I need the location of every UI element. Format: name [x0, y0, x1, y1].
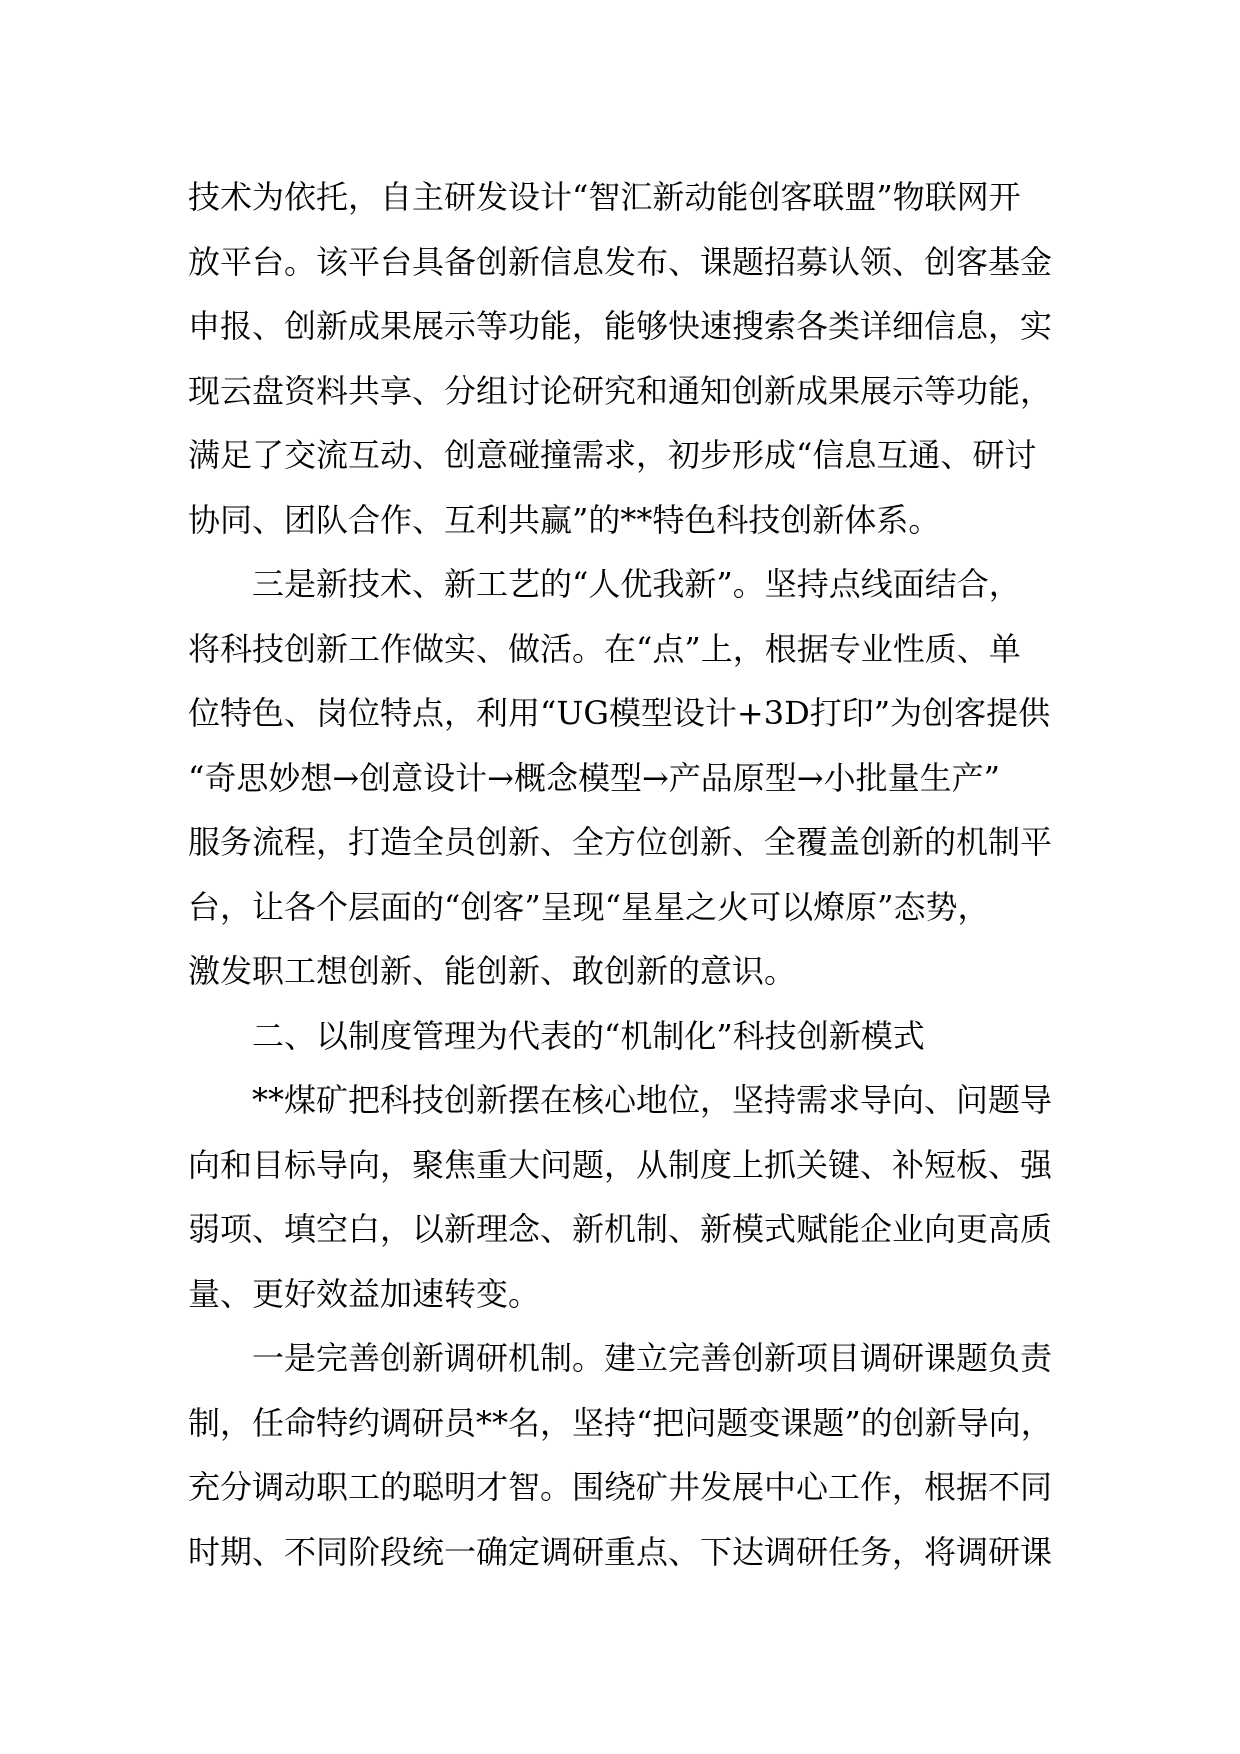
text-line: 服务流程，打造全员创新、全方位创新、全覆盖创新的机制平 — [188, 823, 1053, 861]
text-line: 将科技创新工作做实、做活。在“点”上，根据专业性质、单 — [188, 629, 1021, 668]
text-line: 现云盘资料共享、分组讨论研究和通知创新成果展示等功能， — [188, 371, 1053, 410]
text-line: 台，让各个层面的“创客”呈现“星星之火可以燎原”态势， — [188, 887, 990, 926]
section-heading: 二、以制度管理为代表的“机制化”科技创新模式 — [252, 1016, 925, 1055]
text-line: 申报、创新成果展示等功能，能够快速搜索各类详细信息，实 — [188, 307, 1053, 345]
text-line: 弱项、填空白，以新理念、新机制、新模式赋能企业向更高质 — [188, 1210, 1053, 1248]
body-text — [188, 165, 1068, 1584]
text-line: “奇思妙想→创意设计→概念模型→产品原型→小批量生产” — [188, 758, 1000, 797]
paragraph-first-line: **煤矿把科技创新摆在核心地位，坚持需求导向、问题导 — [252, 1081, 1053, 1119]
text-line: 满足了交流互动、创意碰撞需求，初步形成“信息互通、研讨 — [188, 436, 1037, 474]
text-line: 量、更好效益加速转变。 — [188, 1274, 541, 1313]
text-line: 位特色、岗位特点，利用“UG模型设计+3D打印”为创客提供 — [188, 694, 1051, 732]
text-line: 放平台。该平台具备创新信息发布、课题招募认领、创客基金 — [188, 242, 1053, 281]
text-line: 激发职工想创新、能创新、敢创新的意识。 — [188, 952, 797, 990]
text-line: 制，任命特约调研员**名，坚持“把问题变课题”的创新导向， — [188, 1403, 1053, 1442]
text-line: 技术为依托，自主研发设计“智汇新动能创客联盟”物联网开 — [188, 178, 1021, 216]
text-line: 向和目标导向，聚焦重大问题，从制度上抓关键、补短板、强 — [188, 1145, 1053, 1184]
paragraph-first-line: 三是新技术、新工艺的“人优我新”。坚持点线面结合， — [252, 565, 1021, 603]
paragraph-first-line: 一是完善创新调研机制。建立完善创新项目调研课题负责 — [252, 1339, 1053, 1377]
text-line: 协同、团队合作、互利共赢”的**特色科技创新体系。 — [188, 500, 941, 539]
text-line: 充分调动职工的聪明才智。围绕矿井发展中心工作，根据不同 — [188, 1468, 1053, 1506]
text-line: 时期、不同阶段统一确定调研重点、下达调研任务，将调研课 — [188, 1532, 1053, 1571]
